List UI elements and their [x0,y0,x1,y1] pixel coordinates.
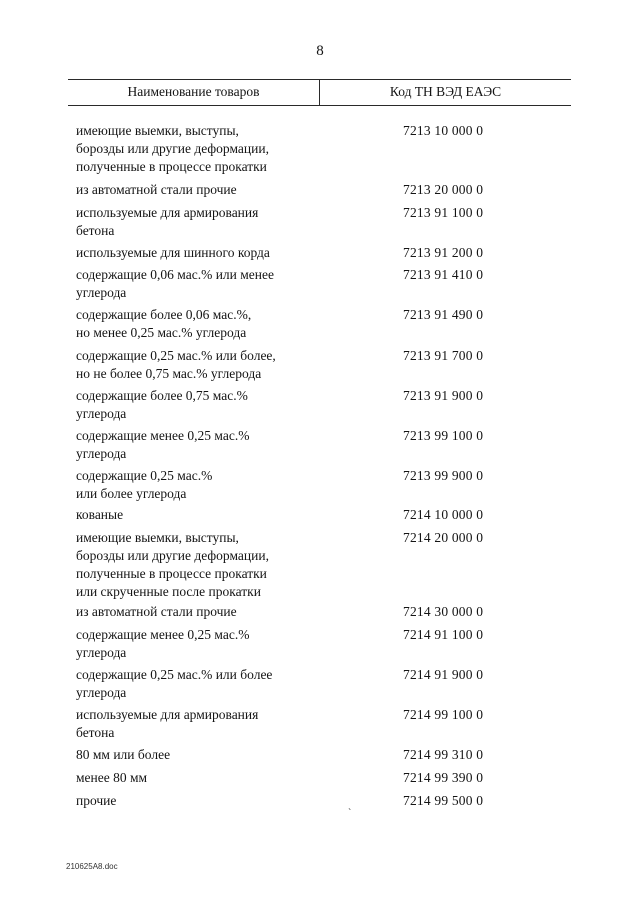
goods-name-line: имеющие выемки, выступы, [76,530,239,545]
goods-name-line: углерода [76,406,127,421]
goods-name-line: бетона [76,223,115,238]
goods-name-line: полученные в процессе прокатки [76,159,267,174]
tnved-code: 7213 91 200 0 [403,245,484,260]
goods-name-line: используемые для армирования [76,205,259,220]
goods-name [76,769,376,787]
tnved-code: 7213 91 100 0 [403,205,484,220]
goods-name-line: углерода [76,645,127,660]
tnved-code: 7213 99 900 0 [403,468,484,483]
goods-name [76,347,376,383]
page-number: 8 [316,43,324,59]
goods-name-line: содержащие менее 0,25 мас.% [76,627,250,642]
tnved-code: 7213 10 000 0 [403,123,484,138]
goods-name-line: борозды или другие деформации, [76,548,269,563]
tnved-code: 7214 91 100 0 [403,627,484,642]
tnved-code: 7213 91 490 0 [403,307,484,322]
tnved-code: 7213 91 900 0 [403,388,484,403]
header-goods-name: Наименование товаров [127,84,260,99]
goods-name-line: из автоматной стали прочие [76,604,237,619]
goods-name-line: кованые [76,507,124,522]
goods-name-line: используемые для шинного корда [76,245,270,260]
goods-name-line: из автоматной стали прочие [76,182,237,197]
table-header [68,79,571,106]
goods-name [76,266,376,302]
tnved-code: 7213 91 700 0 [403,348,484,363]
goods-name [76,666,376,702]
goods-name [76,467,376,503]
goods-name-line: полученные в процессе прокатки [76,566,267,581]
goods-name [76,792,376,810]
goods-name-line: содержащие 0,06 мас.% или менее [76,267,275,282]
goods-name [76,603,376,621]
goods-name-line: содержащие более 0,06 мас.%, [76,307,252,322]
tnved-code: 7213 99 100 0 [403,428,484,443]
goods-name-line: углерода [76,685,127,700]
tnved-code: 7214 20 000 0 [403,530,484,545]
tnved-code: 7214 91 900 0 [403,667,484,682]
goods-name [76,506,376,524]
tnved-code: 7214 99 100 0 [403,707,484,722]
goods-name-line: содержащие 0,25 мас.% или более [76,667,273,682]
goods-name-line: или более углерода [76,486,187,501]
goods-name [76,204,376,240]
tnved-code: 7214 99 310 0 [403,747,484,762]
goods-name-line: углерода [76,285,127,300]
goods-name [76,122,376,176]
goods-name-line: бетона [76,725,115,740]
goods-name-line: или скрученные после прокатки [76,584,261,599]
goods-name [76,529,376,601]
goods-name-line: но менее 0,25 мас.% углерода [76,325,247,340]
goods-name [76,706,376,742]
goods-name-line: имеющие выемки, выступы, [76,123,239,138]
goods-name [76,244,376,262]
goods-name [76,387,376,423]
stray-mark: ` [348,808,352,819]
goods-name-line: прочие [76,793,117,808]
tnved-code: 7214 10 000 0 [403,507,484,522]
file-name-footer: 210625A8.doc [66,862,118,871]
goods-name [76,427,376,463]
goods-name-line: содержащие 0,25 мас.% [76,468,213,483]
goods-name-line: углерода [76,446,127,461]
goods-name-line: содержащие более 0,75 мас.% [76,388,248,403]
tnved-code: 7213 91 410 0 [403,267,484,282]
tnved-code: 7214 30 000 0 [403,604,484,619]
goods-name [76,181,376,199]
tnved-code: 7214 99 500 0 [403,793,484,808]
goods-name [76,306,376,342]
goods-name [76,626,376,662]
goods-name-line: используемые для армирования [76,707,259,722]
tnved-code: 7213 20 000 0 [403,182,484,197]
goods-name-line: но не более 0,75 мас.% углерода [76,366,262,381]
tnved-code: 7214 99 390 0 [403,770,484,785]
header-tnved-code: Код ТН ВЭД ЕАЭС [389,84,502,99]
goods-name-line: содержащие менее 0,25 мас.% [76,428,250,443]
goods-name-line: менее 80 мм [76,770,148,785]
goods-name [76,746,376,764]
goods-name-line: борозды или другие деформации, [76,141,269,156]
goods-name-line: содержащие 0,25 мас.% или более, [76,348,276,363]
goods-name-line: 80 мм или более [76,747,171,762]
